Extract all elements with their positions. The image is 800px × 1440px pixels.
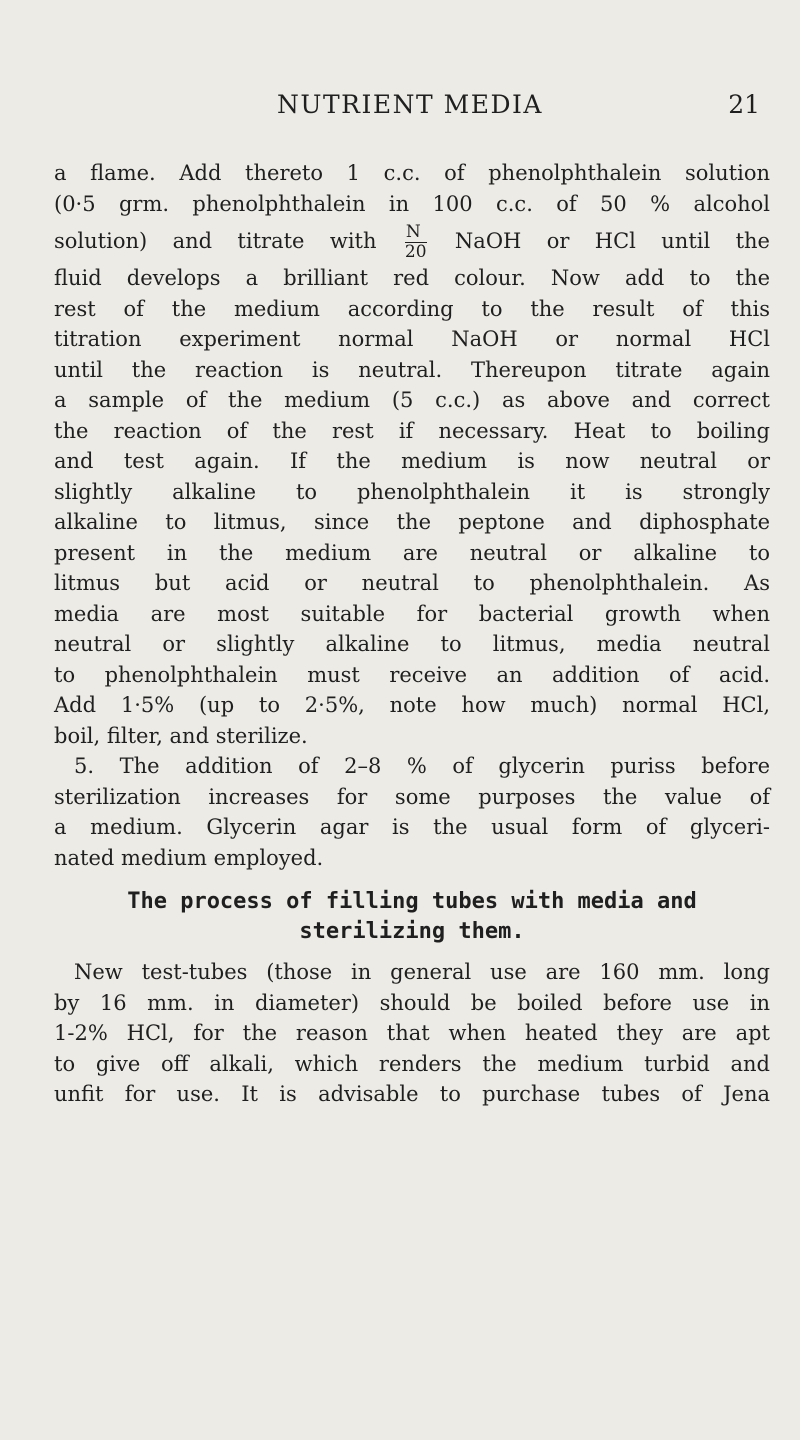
paragraph-glycerin — [54, 751, 770, 873]
text-line: a flame. Add thereto 1 c.c. of phenolphthalein solution — [54, 161, 770, 185]
text-line: (0·5 grm. phenolphthalein in 100 c.c. of 50 % alcohol — [54, 191, 770, 216]
text-line: 5. The addition of 2–8 % of glycerin puriss before — [74, 754, 770, 778]
text-line-with-fraction — [54, 219, 770, 263]
fraction-n-over-20 — [405, 224, 427, 261]
text-line: a medium. Glycerin agar is the usual form of glyceri- — [54, 815, 770, 839]
text-line: boil, filter, and sterilize. — [54, 723, 308, 748]
text-segment: NaOH or HCl until the — [454, 229, 770, 253]
text-segment: solution) and titrate with — [54, 229, 377, 253]
paragraph-test-tubes — [54, 957, 770, 1110]
page-header — [60, 90, 760, 126]
section-heading — [54, 887, 770, 947]
running-title: NUTRIENT MEDIA — [277, 90, 543, 119]
text-line: to give off alkali, which renders the medium turbid and — [54, 1051, 770, 1076]
text-line: a sample of the medium (5 c.c.) as above and correct — [54, 388, 770, 412]
body-text — [54, 158, 770, 1110]
text-line: sterilization increases for some purposes the value of — [54, 784, 770, 809]
text-line: titration experiment normal NaOH or normal HCl — [54, 327, 770, 351]
fraction-numerator: N — [405, 224, 427, 243]
paragraph-titration — [54, 158, 770, 751]
text-line: present in the medium are neutral or alkaline to — [54, 540, 770, 565]
text-line: by 16 mm. in diameter) should be boiled before use in — [54, 990, 770, 1015]
text-line: alkaline to litmus, since the peptone and diphosphate — [54, 510, 770, 534]
text-line: 1-2% HCl, for the reason that when heated they are apt — [54, 1021, 770, 1045]
text-line: the reaction of the rest if necessary. Heat to boiling — [54, 418, 770, 443]
text-line: litmus but acid or neutral to phenolphthalein. As — [54, 571, 770, 595]
text-line: media are most suitable for bacterial growth when — [54, 601, 770, 626]
text-line: unfit for use. It is advisable to purchase tubes of Jena — [54, 1082, 770, 1106]
page-number: 21 — [728, 90, 760, 119]
heading-line: The process of filling tubes with media and — [127, 889, 697, 914]
text-line: to phenolphthalein must receive an addition of acid. — [54, 662, 770, 687]
text-line: rest of the medium according to the result of this — [54, 296, 770, 321]
text-line: until the reaction is neutral. Thereupon titrate again — [54, 357, 770, 382]
text-line: Add 1·5% (up to 2·5%, note how much) normal HCl, — [54, 693, 770, 717]
text-line: and test again. If the medium is now neutral or — [54, 449, 770, 473]
text-line: slightly alkaline to phenolphthalein it is strongly — [54, 479, 770, 504]
text-line: neutral or slightly alkaline to litmus, media neutral — [54, 632, 770, 656]
text-line: nated medium employed. — [54, 845, 324, 870]
heading-line: sterilizing them. — [299, 919, 525, 944]
text-line: fluid develops a brilliant red colour. Now add to the — [54, 266, 770, 290]
fraction-denominator: 20 — [404, 242, 427, 262]
text-line: New test-tubes (those in general use are 160 mm. long — [74, 960, 770, 984]
